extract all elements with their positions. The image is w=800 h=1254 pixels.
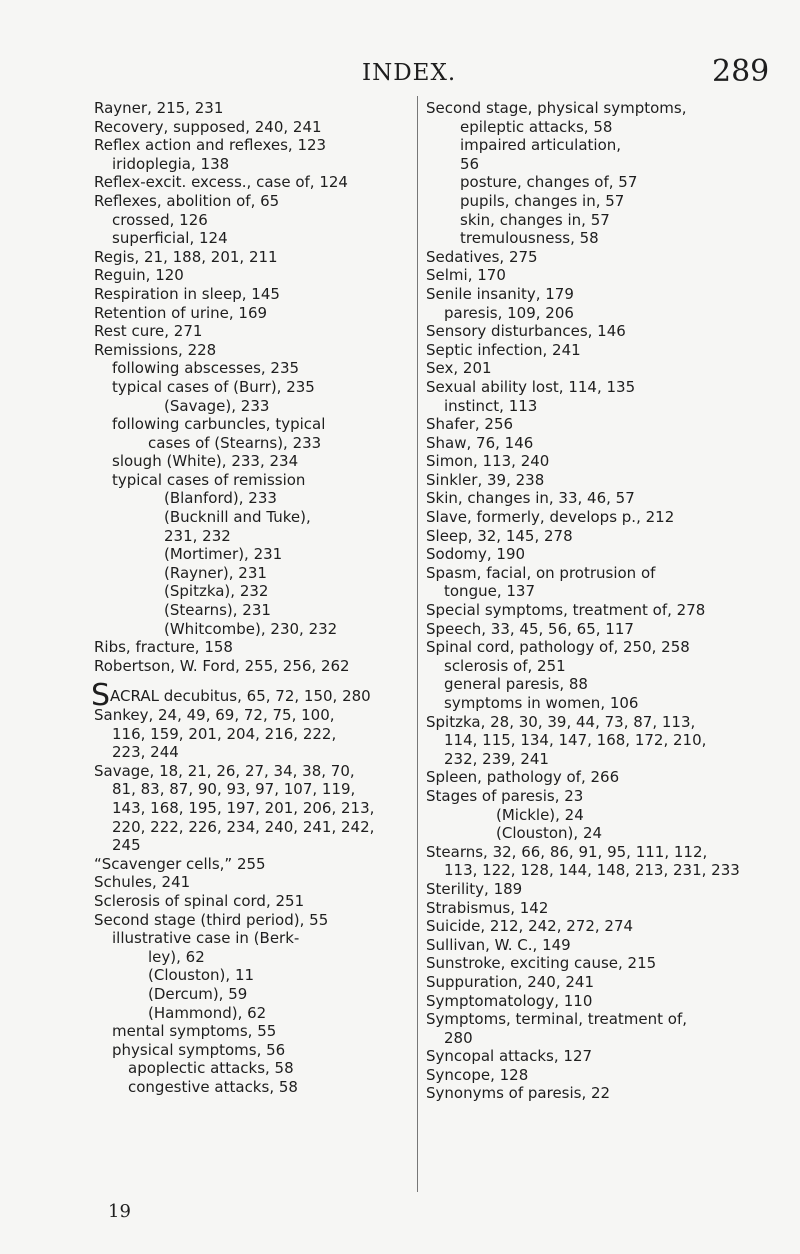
index-entry-text: Strabismus, 142 xyxy=(426,898,549,917)
index-entry-text: Sodomy, 190 xyxy=(426,545,526,564)
running-title: INDEX. xyxy=(362,60,457,86)
index-entry xyxy=(94,99,404,118)
index-entry-text: Sex, 201 xyxy=(426,359,492,378)
drop-cap-letter: S xyxy=(91,678,111,714)
index-entry xyxy=(426,1010,736,1029)
index-entry xyxy=(426,527,736,546)
section-gap xyxy=(94,675,404,687)
index-entry xyxy=(426,285,736,304)
index-entry-text: 116, 159, 201, 204, 216, 222, xyxy=(112,724,337,743)
index-entry xyxy=(94,1022,404,1041)
index-entry xyxy=(94,1004,404,1023)
index-column-left xyxy=(91,99,404,1096)
index-entry xyxy=(426,713,736,732)
index-entry-text: Symptomatology, 110 xyxy=(426,991,593,1010)
index-entry-text: Regis, 21, 188, 201, 211 xyxy=(94,247,278,266)
index-entry-text: Schules, 241 xyxy=(94,873,191,892)
index-entry xyxy=(426,489,736,508)
index-entry xyxy=(94,304,404,323)
index-entry xyxy=(94,415,404,434)
index-entry-text: Suppuration, 240, 241 xyxy=(426,972,595,991)
index-entry-text: 56 xyxy=(460,154,480,173)
index-entry xyxy=(426,750,736,769)
index-entry xyxy=(426,248,736,267)
index-entry xyxy=(94,489,404,508)
index-entry-text: Sleep, 32, 145, 278 xyxy=(426,526,573,545)
index-entry-text: Shaw, 76, 146 xyxy=(426,433,534,452)
index-entry-text: (Blanford), 233 xyxy=(164,489,277,508)
index-entry-text: general paresis, 88 xyxy=(444,675,588,694)
index-entry-text: Speech, 33, 45, 56, 65, 117 xyxy=(426,619,634,638)
index-entry-text: Spasm, facial, on protrusion of xyxy=(426,563,656,582)
index-entry xyxy=(426,99,736,118)
index-entry-text: Stearns, 32, 66, 86, 91, 95, 111, 112, xyxy=(426,842,708,861)
index-entry xyxy=(426,601,736,620)
index-entry xyxy=(94,434,404,453)
index-entry xyxy=(426,1084,736,1103)
index-entry-text: symptoms in women, 106 xyxy=(444,694,639,712)
index-entry xyxy=(94,1059,404,1078)
index-entry-text: Rayner, 215, 231 xyxy=(94,99,224,117)
signature-mark: 19 xyxy=(108,1201,131,1222)
index-entry-text: Syncopal attacks, 127 xyxy=(426,1047,593,1066)
index-entry-text: cases of (Stearns), 233 xyxy=(148,433,322,452)
index-entry xyxy=(426,397,736,416)
index-entry xyxy=(94,508,404,527)
index-entry-text: paresis, 109, 206 xyxy=(444,303,574,322)
index-entry-text: Selmi, 170 xyxy=(426,266,506,285)
index-entry xyxy=(426,359,736,378)
index-entry xyxy=(94,966,404,985)
index-entry xyxy=(94,780,404,799)
index-column-right xyxy=(426,99,740,1103)
index-entry xyxy=(426,471,736,490)
index-entry xyxy=(94,136,404,155)
index-entry xyxy=(94,285,404,304)
index-entry-text: epileptic attacks, 58 xyxy=(460,117,613,136)
index-entry xyxy=(94,743,404,762)
index-entry xyxy=(426,675,736,694)
index-entry-text: Simon, 113, 240 xyxy=(426,452,550,471)
index-entry xyxy=(94,359,404,378)
index-entry-text: (Stearns), 231 xyxy=(164,601,271,620)
index-entry-text: congestive attacks, 58 xyxy=(128,1077,298,1096)
index-entry xyxy=(426,434,736,453)
index-entry-text: Septic infection, 241 xyxy=(426,340,581,359)
index-entry-text: physical symptoms, 56 xyxy=(112,1040,286,1059)
index-entry-text: posture, changes of, 57 xyxy=(460,173,638,192)
index-entry xyxy=(94,929,404,948)
index-entry-text: (Spitzka), 232 xyxy=(164,582,269,601)
page-header xyxy=(0,54,800,94)
index-entry xyxy=(94,211,404,230)
index-entry-text: Sclerosis of spinal cord, 251 xyxy=(94,891,305,910)
index-entry-text: following carbuncles, typical xyxy=(112,415,326,434)
index-entry xyxy=(91,678,404,714)
index-entry-text: 223, 244 xyxy=(112,743,179,762)
index-entry xyxy=(94,266,404,285)
index-entry-text: Reguin, 120 xyxy=(94,266,184,285)
index-entry xyxy=(426,861,740,880)
index-entry xyxy=(426,173,736,192)
index-entry-text: Sunstroke, exciting cause, 215 xyxy=(426,954,657,973)
index-entry-text: (Clouston), 24 xyxy=(496,824,603,843)
index-entry xyxy=(94,545,404,564)
index-entry-text: Reflexes, abolition of, 65 xyxy=(94,191,280,210)
index-entry-text: Ribs, fracture, 158 xyxy=(94,638,233,657)
index-entry xyxy=(426,378,736,397)
index-entry-text: 143, 168, 195, 197, 201, 206, 213, xyxy=(112,798,375,817)
index-entry xyxy=(426,824,736,843)
index-entry xyxy=(94,601,404,620)
index-entry-text: iridoplegia, 138 xyxy=(112,154,230,173)
index-entry xyxy=(426,508,736,527)
index-entry-text: crossed, 126 xyxy=(112,210,208,229)
index-entry-text: illustrative case in (Berk- xyxy=(112,929,300,948)
index-entry-text: Recovery, supposed, 240, 241 xyxy=(94,117,322,136)
index-entry-text: Stages of paresis, 23 xyxy=(426,786,584,805)
index-entry-text: Special symptoms, treatment of, 278 xyxy=(426,601,706,620)
index-entry-text: (Bucknill and Tuke), xyxy=(164,508,311,527)
index-entry-text: typical cases of remission xyxy=(112,470,306,489)
index-entry-text: “Scavenger cells,” 255 xyxy=(94,854,266,873)
index-entry-text: apoplectic attacks, 58 xyxy=(128,1059,294,1078)
index-entry-text: Reflex action and reflexes, 123 xyxy=(94,136,327,155)
index-entry-text: (Clouston), 11 xyxy=(148,966,255,985)
index-entry xyxy=(94,620,404,639)
index-entry-text: impaired articulation, xyxy=(460,136,622,155)
index-entry-text: 114, 115, 134, 147, 168, 172, 210, xyxy=(444,731,707,750)
index-entry-text: Spleen, pathology of, 266 xyxy=(426,768,620,787)
index-entry-text: sclerosis of, 251 xyxy=(444,656,566,675)
index-entry-text: 232, 239, 241 xyxy=(444,749,549,768)
index-entry xyxy=(426,843,736,862)
index-entry-text: 280 xyxy=(444,1028,473,1047)
index-entry-text: Symptoms, terminal, treatment of, xyxy=(426,1010,687,1029)
index-entry xyxy=(426,806,736,825)
index-entry xyxy=(426,304,736,323)
index-entry-text: pupils, changes in, 57 xyxy=(460,191,625,210)
index-entry-text: Sankey, 24, 49, 69, 72, 75, 100, xyxy=(94,706,335,724)
index-entry-text: 245 xyxy=(112,836,141,855)
index-entry-text: tremulousness, 58 xyxy=(460,229,599,248)
index-entry-text: ACRAL decubitus, 65, 72, 150, 280 xyxy=(110,687,371,706)
index-entry xyxy=(94,378,404,397)
index-entry xyxy=(426,266,736,285)
index-entry-text: (Rayner), 231 xyxy=(164,563,267,582)
index-entry xyxy=(426,731,736,750)
index-entry xyxy=(426,638,736,657)
index-entry xyxy=(426,992,736,1011)
index-entry-text: (Whitcombe), 230, 232 xyxy=(164,619,338,638)
index-entry xyxy=(94,948,404,967)
column-divider xyxy=(417,96,418,1192)
index-entry xyxy=(426,1029,736,1048)
index-entry xyxy=(94,527,404,546)
index-entry xyxy=(94,341,404,360)
index-entry xyxy=(426,582,736,601)
index-entry-text: Retention of urine, 169 xyxy=(94,303,268,322)
index-entry-text: ley), 62 xyxy=(148,947,205,966)
index-entry xyxy=(94,322,404,341)
index-entry-text: Rest cure, 271 xyxy=(94,322,203,341)
index-entry xyxy=(426,564,736,583)
index-entry-text: Senile insanity, 179 xyxy=(426,284,574,303)
index-entry xyxy=(426,155,736,174)
index-entry-text: 113, 122, 128, 144, 148, 213, 231, 233 xyxy=(444,861,740,880)
index-entry xyxy=(94,657,404,676)
index-entry xyxy=(94,155,404,174)
index-entry xyxy=(94,892,404,911)
index-entry xyxy=(426,936,736,955)
index-entry xyxy=(426,415,736,434)
index-entry-text: skin, changes in, 57 xyxy=(460,210,610,229)
index-entry xyxy=(426,1066,736,1085)
index-entry xyxy=(426,118,736,137)
index-entry xyxy=(94,1041,404,1060)
index-entry xyxy=(94,229,404,248)
index-entry-text: Second stage, physical symptoms, xyxy=(426,99,687,117)
index-entry-text: instinct, 113 xyxy=(444,396,538,415)
index-entry xyxy=(94,452,404,471)
index-entry-text: (Mortimer), 231 xyxy=(164,545,283,564)
index-entry-text: Reflex-excit. excess., case of, 124 xyxy=(94,173,348,192)
index-entry-text: Synonyms of paresis, 22 xyxy=(426,1084,611,1103)
index-entry xyxy=(94,471,404,490)
index-entry xyxy=(426,787,736,806)
index-entry xyxy=(94,873,404,892)
index-entry-text: Syncope, 128 xyxy=(426,1065,529,1084)
page-number: 289 xyxy=(712,54,770,89)
index-entry-text: typical cases of (Burr), 235 xyxy=(112,377,315,396)
index-entry-text: Slave, formerly, develops p., 212 xyxy=(426,508,675,527)
index-entry xyxy=(94,818,404,837)
index-entry-text: Spinal cord, pathology of, 250, 258 xyxy=(426,638,690,657)
index-entry xyxy=(94,582,404,601)
index-entry xyxy=(426,1047,736,1066)
index-entry xyxy=(426,768,736,787)
index-entry-text: Robertson, W. Ford, 255, 256, 262 xyxy=(94,656,350,675)
index-entry xyxy=(94,985,404,1004)
index-entry xyxy=(94,118,404,137)
index-entry xyxy=(94,638,404,657)
index-entry-text: Second stage (third period), 55 xyxy=(94,910,329,929)
index-entry xyxy=(94,799,404,818)
index-entry xyxy=(426,880,736,899)
index-entry xyxy=(426,341,736,360)
index-entry xyxy=(94,725,404,744)
index-entry xyxy=(94,706,404,725)
index-entry xyxy=(426,620,736,639)
index-entry xyxy=(94,192,404,211)
index-entry-text: 220, 222, 226, 234, 240, 241, 242, xyxy=(112,817,375,836)
index-entry-text: Sterility, 189 xyxy=(426,879,523,898)
index-entry-text: mental symptoms, 55 xyxy=(112,1022,277,1041)
index-entry-text: Sensory disturbances, 146 xyxy=(426,322,626,341)
index-entry xyxy=(94,911,404,930)
index-entry xyxy=(94,762,404,781)
index-entry-text: superficial, 124 xyxy=(112,229,228,248)
index-entry-text: (Dercum), 59 xyxy=(148,984,248,1003)
index-entry-text: 81, 83, 87, 90, 93, 97, 107, 119, xyxy=(112,780,356,799)
index-entry xyxy=(426,211,736,230)
index-entry-text: Remissions, 228 xyxy=(94,340,217,359)
index-entry xyxy=(426,917,736,936)
index-entry xyxy=(426,136,736,155)
index-entry-text: Sexual ability lost, 114, 135 xyxy=(426,377,636,396)
index-entry xyxy=(94,248,404,267)
index-entry xyxy=(426,657,736,676)
index-entry-text: Skin, changes in, 33, 46, 57 xyxy=(426,489,635,508)
index-entry xyxy=(426,954,736,973)
index-entry xyxy=(426,545,736,564)
index-entry-text: Suicide, 212, 242, 272, 274 xyxy=(426,917,634,936)
index-entry xyxy=(426,192,736,211)
index-entry-text: Sullivan, W. C., 149 xyxy=(426,935,571,954)
index-entry xyxy=(426,694,736,713)
index-entry-text: Spitzka, 28, 30, 39, 44, 73, 87, 113, xyxy=(426,712,696,731)
index-entry xyxy=(94,855,404,874)
index-entry-text: Shafer, 256 xyxy=(426,415,514,434)
index-entry xyxy=(426,452,736,471)
index-entry-text: (Mickle), 24 xyxy=(496,805,584,824)
index-entry-text: Sedatives, 275 xyxy=(426,247,538,266)
index-entry-text: (Savage), 233 xyxy=(164,396,270,415)
index-entry-text: Savage, 18, 21, 26, 27, 34, 38, 70, xyxy=(94,761,355,780)
index-entry xyxy=(426,229,736,248)
index-entry xyxy=(426,899,736,918)
index-entry-text: Sinkler, 39, 238 xyxy=(426,470,545,489)
index-entry xyxy=(94,1078,404,1097)
index-entry xyxy=(426,973,736,992)
index-entry-text: (Hammond), 62 xyxy=(148,1003,267,1022)
index-entry-text: tongue, 137 xyxy=(444,582,535,601)
index-entry xyxy=(426,322,736,341)
index-entry xyxy=(94,836,404,855)
index-entry-text: following abscesses, 235 xyxy=(112,359,300,378)
index-entry xyxy=(94,173,404,192)
index-entry xyxy=(94,397,404,416)
index-entry xyxy=(94,564,404,583)
index-entry-text: slough (White), 233, 234 xyxy=(112,452,299,471)
index-entry-text: Respiration in sleep, 145 xyxy=(94,284,280,303)
index-entry-text: 231, 232 xyxy=(164,526,231,545)
